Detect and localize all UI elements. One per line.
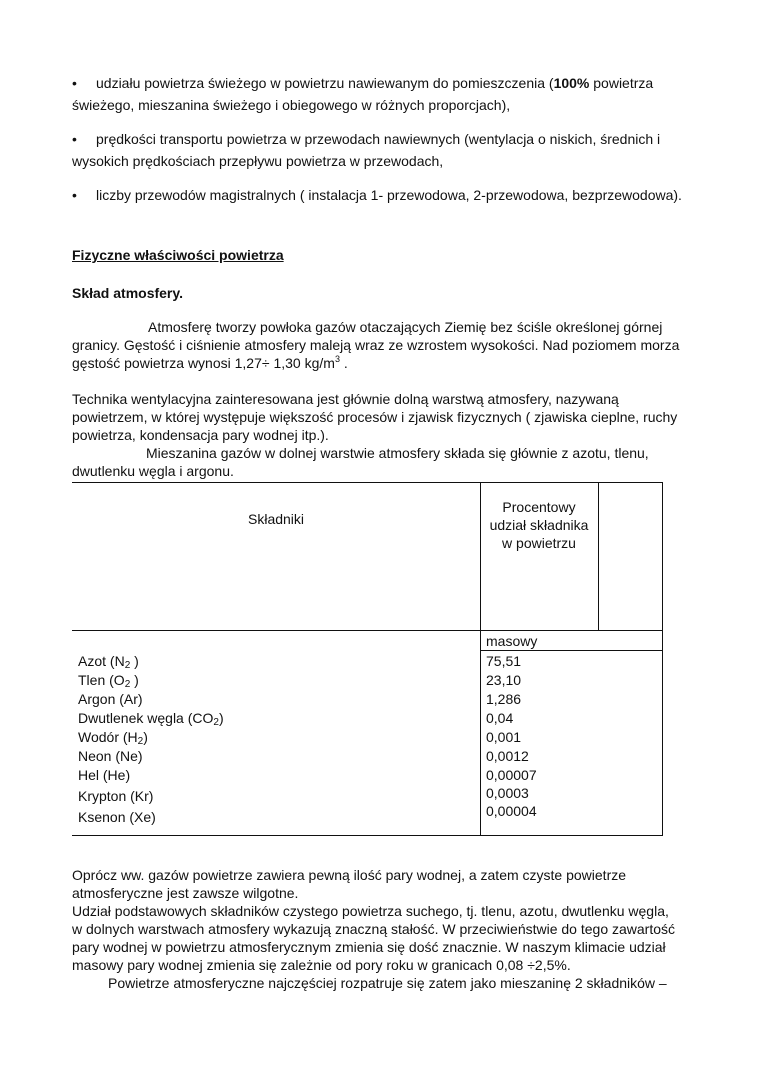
header-percent-line-1: Procentowy [502, 499, 576, 515]
table-border [72, 835, 663, 836]
density-text: gęstość powietrza wynosi 1,27÷ 1,30 kg/m [72, 355, 335, 371]
component-name: Ksenon (Xe) [78, 809, 156, 825]
component-value: 0,00007 [486, 767, 537, 783]
header-components: Składniki [248, 511, 305, 527]
bullet-marker: • [72, 131, 77, 147]
section-title: Fizyczne właściwości powietrza [72, 247, 284, 263]
component-value: 0,00004 [486, 803, 537, 819]
paragraph-2-line: powietrzem, w której występuje większość procesów i zjawisk fizycznych ( zjawiska cieplne, ruchy [72, 409, 678, 425]
component-value: 23,10 [486, 672, 522, 688]
paragraph-3-line: pary wodnej w powietrzu atmosferycznym zmienia się dość znacznie. W naszym klimacie udział [72, 939, 666, 955]
superscript: 3 [334, 354, 340, 364]
component-name: Tlen ($O_2$ ) [78, 672, 139, 690]
paragraph-3-line: Oprócz ww. gazów powietrze zawiera pewną ilość pary wodnej, a zatem czyste powietrze [72, 867, 627, 883]
paragraph-3-line: masowy pary wodnej zmienia się zależnie od pory roku w granicach 0,08 ÷2,5%. [72, 957, 571, 973]
table-rule [72, 630, 663, 631]
bullet-marker: • [72, 75, 77, 91]
component-name: Dwutlenek węgla $(CO_2)$ [78, 710, 224, 728]
composition-table [72, 482, 663, 836]
table-divider [598, 482, 599, 630]
paragraph-2-line: Technika wentylacyjna zainteresowana jest głównie dolną warstwą atmosfery, nazywaną [72, 391, 619, 407]
paragraph-3-line: atmosferyczne jest zawsze wilgotne. [72, 885, 299, 901]
bullet-1-line-1 [96, 74, 653, 92]
header-percent-line-3: w powietrzu [502, 535, 576, 551]
paragraph-3-line: Powietrze atmosferyczne najczęściej rozpatruje się zatem jako mieszaninę 2 składników – [108, 975, 667, 991]
paragraph-1-line: Atmosferę tworzy powłoka gazów otaczających Ziemię bez ściśle określonej górnej [148, 319, 663, 335]
paragraph-3-line: w dolnych warstwach atmosfery wykazują znaczną stałość. W przeciwieństwie do tego zawartość [72, 921, 676, 937]
component-name: Krypton (Kr) [78, 788, 154, 804]
bullet-2-line-1: prędkości transportu powietrza w przewodach nawiewnych (wentylacja o niskich, średnich i [96, 131, 661, 147]
bullet-1-text-end: powietrza [589, 75, 654, 91]
component-value: 0,001 [486, 729, 522, 745]
component-value: 0,0003 [486, 785, 529, 801]
component-name: Argon (Ar) [78, 691, 143, 707]
component-value: 1,286 [486, 691, 522, 707]
paragraph-1-line: granicy. Gęstość i ciśnienie atmosfery maleją wraz ze wzrostem wysokości. Nad poziomem morza [72, 337, 680, 353]
component-name: Neon (Ne) [78, 748, 143, 764]
subheader-mass: masowy [486, 633, 538, 649]
component-name: Wodór $(H_2)$ [78, 729, 148, 747]
component-name: Azot ($N_2$ ) [78, 653, 139, 671]
component-value: 0,0012 [486, 748, 529, 764]
component-value: 0,04 [486, 710, 514, 726]
table-border [72, 482, 663, 483]
paragraph-2-line: powietrza, kondensacja pary wodnej itp.). [72, 427, 329, 443]
component-name: Hel (He) [78, 767, 131, 783]
subsection-title: Skład atmosfery. [72, 285, 184, 301]
header-percent-line-2: udział składnika [489, 517, 589, 533]
paragraph-2-line: Mieszanina gazów w dolnej warstwie atmosfery składa się głównie z azotu, tlenu, [146, 445, 649, 461]
bullet-2-line-2: wysokich prędkościach przepływu powietrza w przewodach, [72, 153, 444, 169]
density-text-end: . [339, 355, 348, 371]
table-rule [480, 650, 663, 651]
bullet-1-text: udziału powietrza świeżego w powietrzu nawiewanym do pomieszczenia ( [96, 75, 554, 91]
paragraph-2-line: dwutlenku węgla i argonu. [72, 463, 234, 479]
paragraph-1-line [72, 354, 348, 372]
paragraph-3-line: Udział podstawowych składników czystego powietrza suchego, tj. tlenu, azotu, dwutlenku węgla, [72, 903, 669, 919]
bullet-1-line-2: świeżego, mieszanina świeżego i obiegowego w różnych proporcjach), [72, 97, 511, 113]
bullet-marker: • [72, 187, 77, 203]
bullet-1-bold: 100% [553, 75, 590, 91]
table-border [662, 482, 663, 836]
component-value: 75,51 [486, 653, 522, 669]
bullet-3-line-1: liczby przewodów magistralnych ( instalacja 1- przewodowa, 2-przewodowa, bezprzewodowa). [96, 187, 682, 203]
